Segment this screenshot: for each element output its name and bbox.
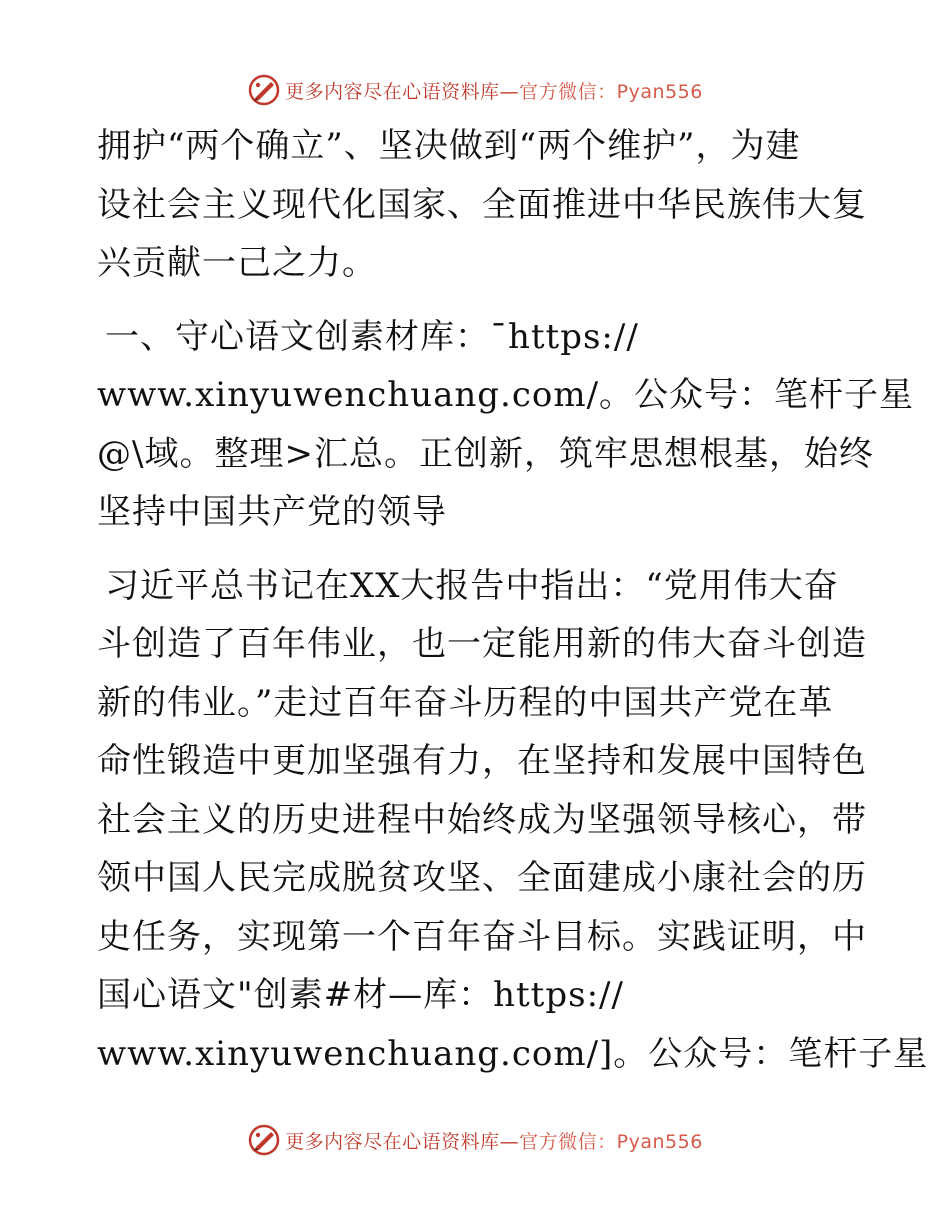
pen-logo-icon bbox=[247, 73, 281, 107]
text-line: www.xinyuwenchuang.com/。公众号：笔杆子星 bbox=[97, 375, 915, 415]
text-line: 领中国人民完成脱贫攻坚、全面建成小康社会的历 bbox=[97, 858, 867, 898]
text-line: 国心语文"创素#材—库：https:// bbox=[97, 975, 624, 1015]
text-line: 习近平总书记在XX大报告中指出：“党用伟大奋 bbox=[105, 565, 839, 606]
banner-title: 更多内容尽在心语资料库 bbox=[285, 1130, 500, 1153]
banner-title: 更多内容尽在心语资料库 bbox=[285, 80, 500, 103]
text-line: 史任务，实现第一个百年奋斗目标。实践证明，中 bbox=[97, 916, 867, 957]
footer-banner bbox=[0, 1120, 950, 1160]
paragraph-2 bbox=[97, 308, 915, 542]
text-line: 新的伟业。”走过百年奋斗历程的中国共产党在革 bbox=[97, 682, 834, 723]
document-body bbox=[97, 117, 929, 1083]
header-banner bbox=[0, 70, 950, 110]
section-heading-line: 一、守心语文创素材库：¯https:// bbox=[105, 316, 639, 357]
text-line: 社会主义的历史进程中始终成为坚强领导核心，带 bbox=[97, 799, 867, 840]
paragraph-3 bbox=[97, 557, 929, 1084]
text-line: 兴贡献一己之力。 bbox=[97, 243, 377, 283]
text-line: 拥护“两个确立”、坚决做到“两个维护”，为建 bbox=[97, 126, 801, 166]
pen-logo-icon bbox=[247, 1123, 281, 1157]
banner-contact: 官方微信：Pyan556 bbox=[519, 80, 703, 103]
text-line: 斗创造了百年伟业，也一定能用新的伟大奋斗创造 bbox=[97, 624, 867, 664]
banner-contact: 官方微信：Pyan556 bbox=[519, 1130, 703, 1153]
text-line: www.xinyuwenchuang.com/]。公众号：笔杆子星 bbox=[97, 1033, 929, 1074]
text-line: @\域。整理>汇总。正创新，筑牢思想根基，始终 bbox=[97, 433, 874, 474]
banner-separator: — bbox=[499, 80, 520, 103]
text-line: 设社会主义现代化国家、全面推进中华民族伟大复 bbox=[97, 184, 867, 225]
text-line: 命性锻造中更加坚强有力，在坚持和发展中国特色 bbox=[97, 741, 867, 781]
paragraph-1 bbox=[97, 117, 867, 293]
banner-separator: — bbox=[499, 1130, 520, 1153]
text-line: 坚持中国共产党的领导 bbox=[97, 492, 447, 532]
